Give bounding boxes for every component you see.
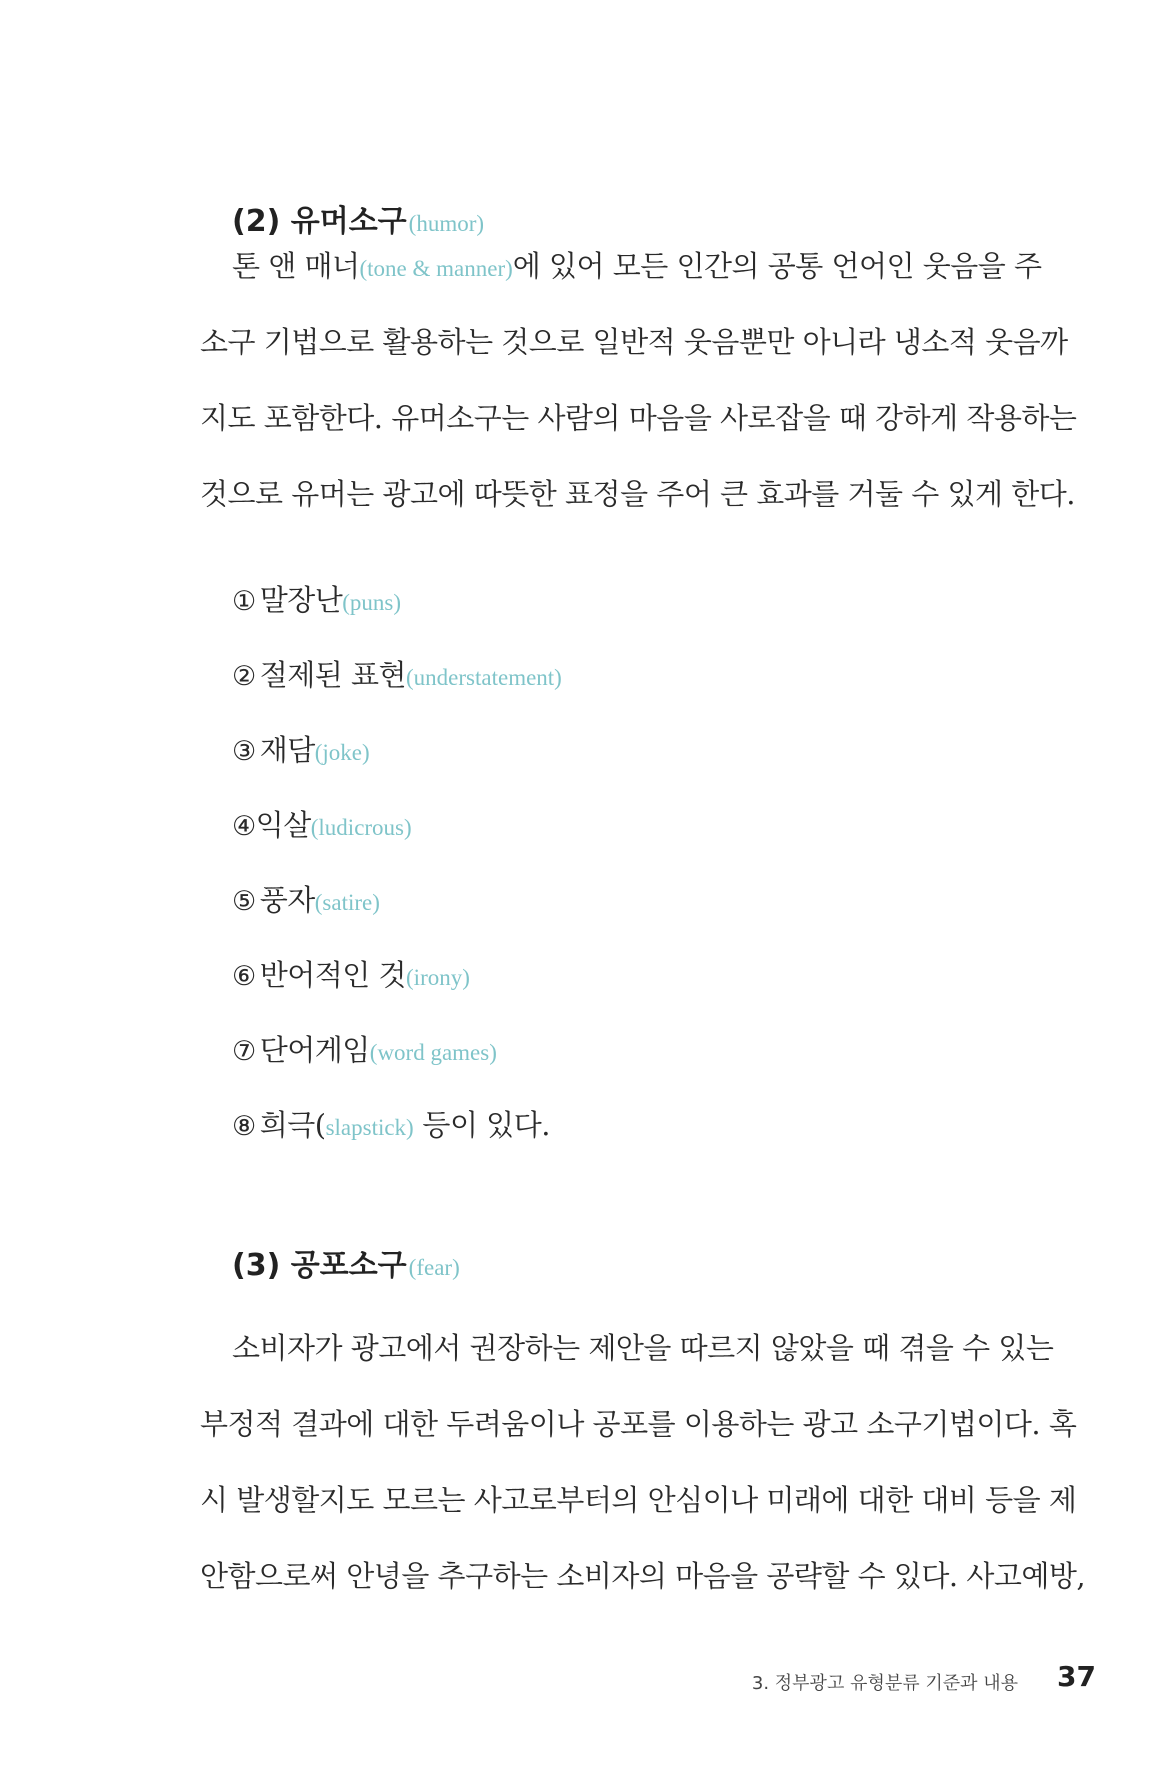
list-item (232, 653, 562, 694)
line-text: 안함으로써 안녕을 추구하는 소비자의 마음을 공략할 수 있다. 사고예방, (200, 1559, 1086, 1593)
section-heading-humor (232, 196, 484, 240)
paragraph-line (200, 320, 1068, 361)
item-number: ⑧ (232, 1111, 256, 1142)
list-item (232, 878, 380, 919)
item-korean: 말장난 (259, 583, 343, 617)
item-english: (word games) (369, 1040, 497, 1065)
running-footer-chapter: 3. 정부광고 유형분류 기준과 내용 (751, 1673, 1018, 1694)
line-english: (tone & manner) (359, 256, 513, 281)
line-text: 톤 앤 매너 (232, 249, 360, 283)
line-text: 지도 포함한다. 유머소구는 사람의 마음을 사로잡을 때 강하게 작용하는 (200, 401, 1077, 435)
line-text: 시 발생할지도 모르는 사고로부터의 안심이나 미래에 대한 대비 등을 제 (200, 1483, 1077, 1517)
line-text: 소비자가 광고에서 권장하는 제안을 따르지 않았을 때 겪을 수 있는 (232, 1331, 1054, 1365)
list-item (232, 728, 370, 769)
item-number: ⑤ (232, 886, 256, 917)
item-number: ④ (232, 811, 256, 842)
item-number: ⑥ (232, 961, 256, 992)
item-english: (puns) (342, 590, 402, 615)
heading-korean: (2) 유머소구 (232, 204, 407, 239)
item-korean: 반어적인 것 (259, 958, 407, 992)
item-number: ⑦ (232, 1036, 256, 1067)
line-text: 부정적 결과에 대한 두려움이나 공포를 이용하는 광고 소구기법이다. 혹 (200, 1407, 1077, 1441)
list-item (232, 1028, 497, 1069)
paragraph-line (232, 1326, 1054, 1367)
item-english: (irony) (406, 965, 470, 990)
item-korean: 단어게임 (259, 1033, 370, 1067)
paragraph-line (200, 1478, 1077, 1519)
item-english: (ludicrous) (310, 815, 412, 840)
page-number: 37 (1057, 1660, 1096, 1693)
heading-english: (fear) (408, 1255, 460, 1280)
line-text: 것으로 유머는 광고에 따뜻한 표정을 주어 큰 효과를 거둘 수 있게 한다. (200, 477, 1076, 511)
item-korean: 절제된 표현 (259, 658, 407, 692)
list-item (232, 953, 470, 994)
item-number: ① (232, 586, 256, 617)
item-number: ③ (232, 736, 256, 767)
heading-korean: (3) 공포소구 (232, 1248, 407, 1283)
item-korean: 익살 (255, 808, 311, 842)
paragraph-line (200, 396, 1077, 437)
item-english: (satire) (314, 890, 380, 915)
paragraph-line (200, 472, 1076, 513)
item-number: ② (232, 661, 256, 692)
list-item (232, 1103, 550, 1144)
paragraph-line (232, 244, 1042, 285)
line-text: 소구 기법으로 활용하는 것으로 일반적 웃음뿐만 아니라 냉소적 웃음까 (200, 325, 1068, 359)
item-english: slapstick) (325, 1115, 414, 1140)
item-english: (joke) (314, 740, 370, 765)
heading-english: (humor) (408, 211, 485, 236)
item-english: (understatement) (406, 665, 562, 690)
item-korean: 재담 (259, 733, 315, 767)
list-item (232, 803, 412, 844)
section-heading-fear (232, 1240, 460, 1284)
paragraph-line (200, 1402, 1077, 1443)
line-text-post: 에 있어 모든 인간의 공통 언어인 웃음을 주 (512, 249, 1042, 283)
item-korean: 풍자 (259, 883, 315, 917)
item-trailing-text: 등이 있다. (413, 1108, 550, 1142)
list-item (232, 578, 401, 619)
paragraph-line (200, 1554, 1086, 1595)
item-korean: 희극( (259, 1108, 326, 1142)
